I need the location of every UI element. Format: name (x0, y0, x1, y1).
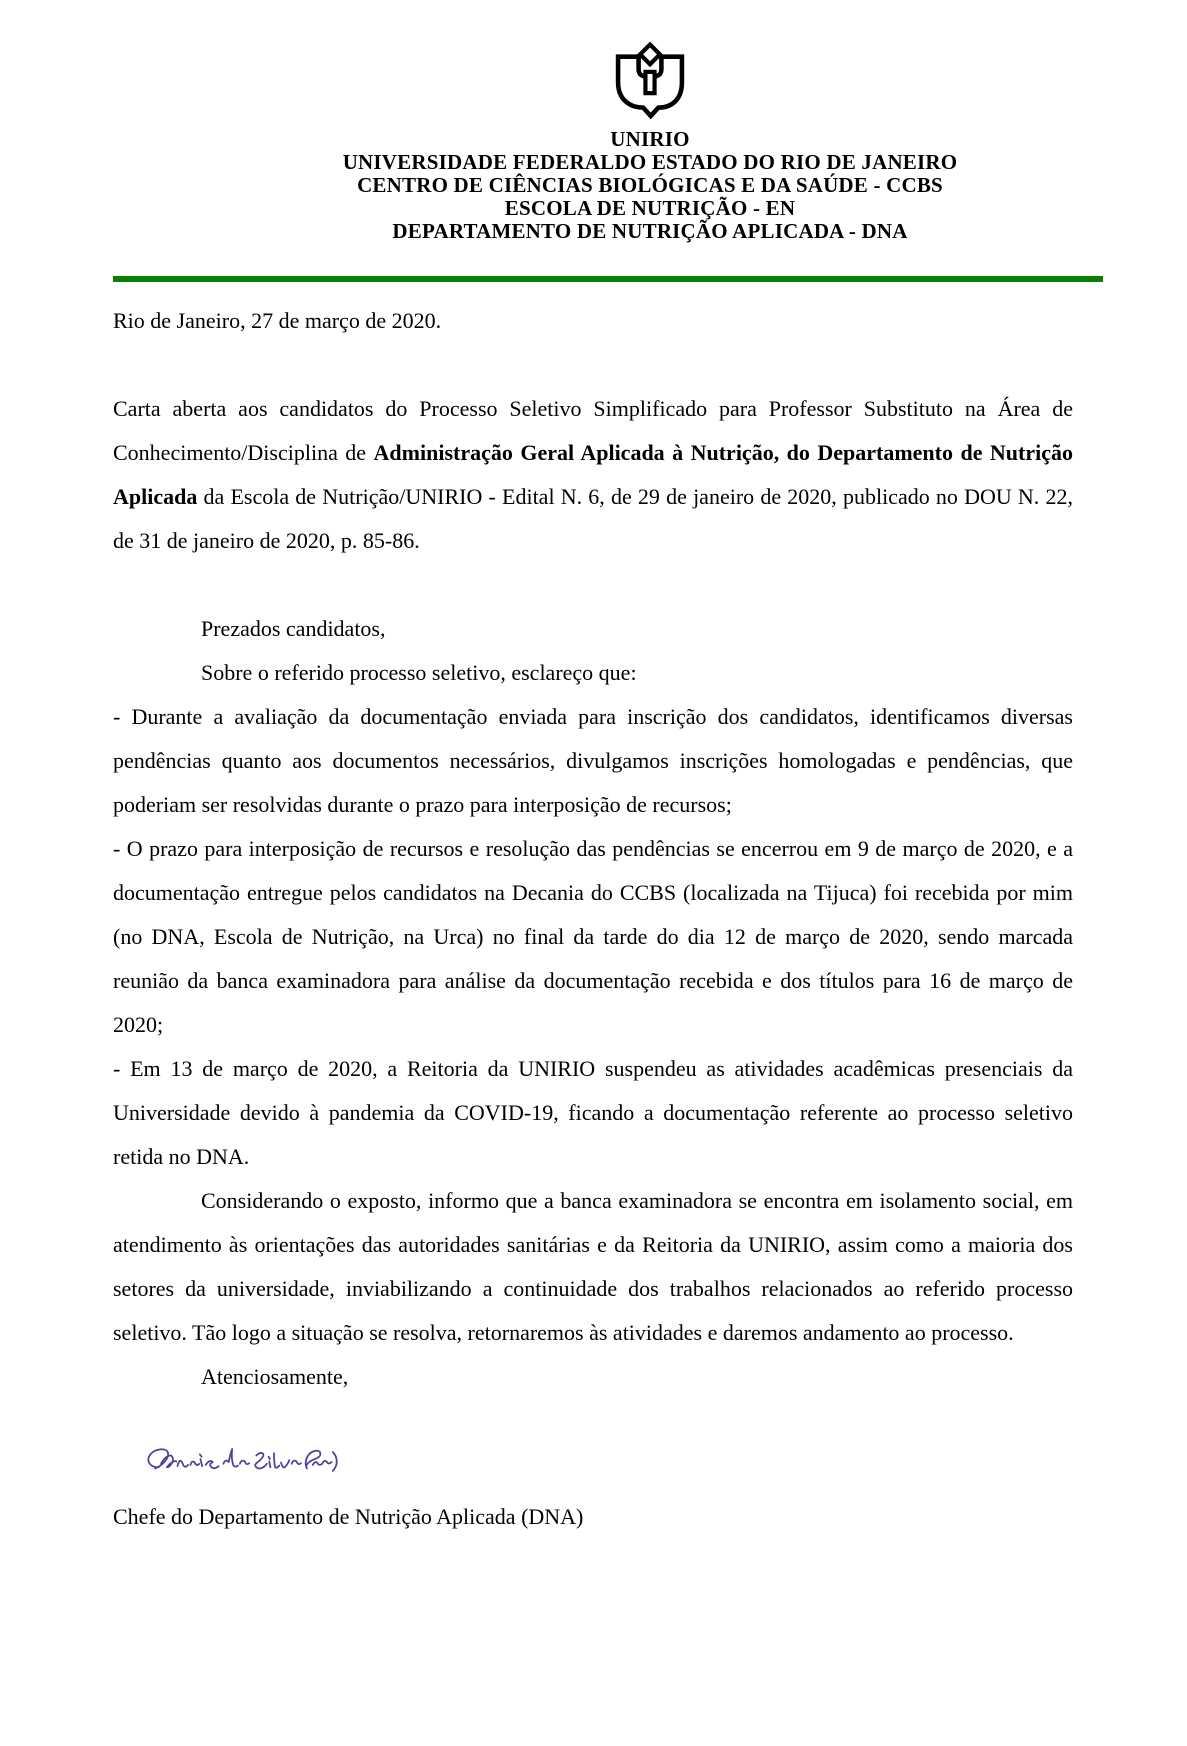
opening-line: Sobre o referido processo seletivo, esclareço que: (201, 660, 637, 685)
letterhead-school-line: ESCOLA DE NUTRIÇÃO - EN (504, 196, 796, 220)
intro-text-after-bold: da Escola de Nutrição/UNIRIO - Edital N. 6, de 29 de janeiro de 2020, publicado no DOU N. 22, de 31 de janeiro de 2020, p. 85-86. (113, 484, 1073, 553)
salutation-line: Prezados candidatos, (201, 616, 386, 641)
item-paragraph-3: - Em 13 de março de 2020, a Reitoria da UNIRIO suspendeu as atividades acadêmicas presenciais da Universidade devido à pandemia da COVID-19, ficando a documentação referente ao processo seletivo retida no DNA. (113, 1056, 1073, 1169)
unirio-logo-icon (113, 38, 1187, 124)
intro-text-before-bold: Carta aberta aos candidatos do Processo Seletivo Simplificado para Professor Substituto na Área de Conhecimento/Disciplina de (113, 396, 1073, 465)
closing-paragraph: Considerando o exposto, informo que a banca examinadora se encontra em isolamento social, em atendimento às orientações das autoridades sanitárias e da Reitoria da UNIRIO, assim como a maioria dos setores da universidade, inviabilizando a continuidade dos trabalhos relacionados ao referido processo seletivo. Tão logo a situação se resolva, retornaremos às atividades e daremos andamento ao processo. (113, 1188, 1073, 1345)
date-line: Rio de Janeiro, 27 de março de 2020. (113, 308, 442, 333)
letterhead-department-line: DEPARTAMENTO DE NUTRIÇÃO APLICADA - DNA (392, 219, 908, 243)
letterhead-university-line: UNIVERSIDADE FEDERALDO ESTADO DO RIO DE JANEIRO (342, 150, 958, 174)
letter-body (113, 299, 1073, 1539)
item-paragraph-1: - Durante a avaliação da documentação enviada para inscrição dos candidatos, identificamos diversas pendências quanto aos documentos necessários, divulgamos inscrições homologadas e pendências, que poderiam ser resolvidas durante o prazo para interposição de recursos; (113, 704, 1073, 817)
item-paragraph-2: - O prazo para interposição de recursos e resolução das pendências se encerrou em 9 de março de 2020, e a documentação entregue pelos candidatos na Decania do CCBS (localizada na Tijuca) foi recebida por mim (no DNA, Escola de Nutrição, na Urca) no final da tarde do dia 12 de março de 2020, sendo marcada reunião da banca examinadora para análise da documentação recebida e dos títulos para 16 de março de 2020; (113, 836, 1073, 1037)
intro-text-bold: Administração Geral Aplicada à Nutrição, do Departamento de Nutrição Aplicada (113, 440, 1074, 509)
letterhead-center-line: CENTRO DE CIÊNCIAS BIOLÓGICAS E DA SAÚDE - CCBS (357, 173, 943, 197)
handwritten-signature (141, 1439, 1073, 1485)
letterhead-acronym: UNIRIO (610, 127, 690, 151)
valediction-line: Atenciosamente, (201, 1364, 349, 1389)
signer-role-line: Chefe do Departamento de Nutrição Aplicada (DNA) (113, 1504, 584, 1529)
letterhead (0, 0, 1187, 243)
intro-paragraph (113, 387, 1073, 563)
letterhead-divider-rule (113, 276, 1103, 282)
